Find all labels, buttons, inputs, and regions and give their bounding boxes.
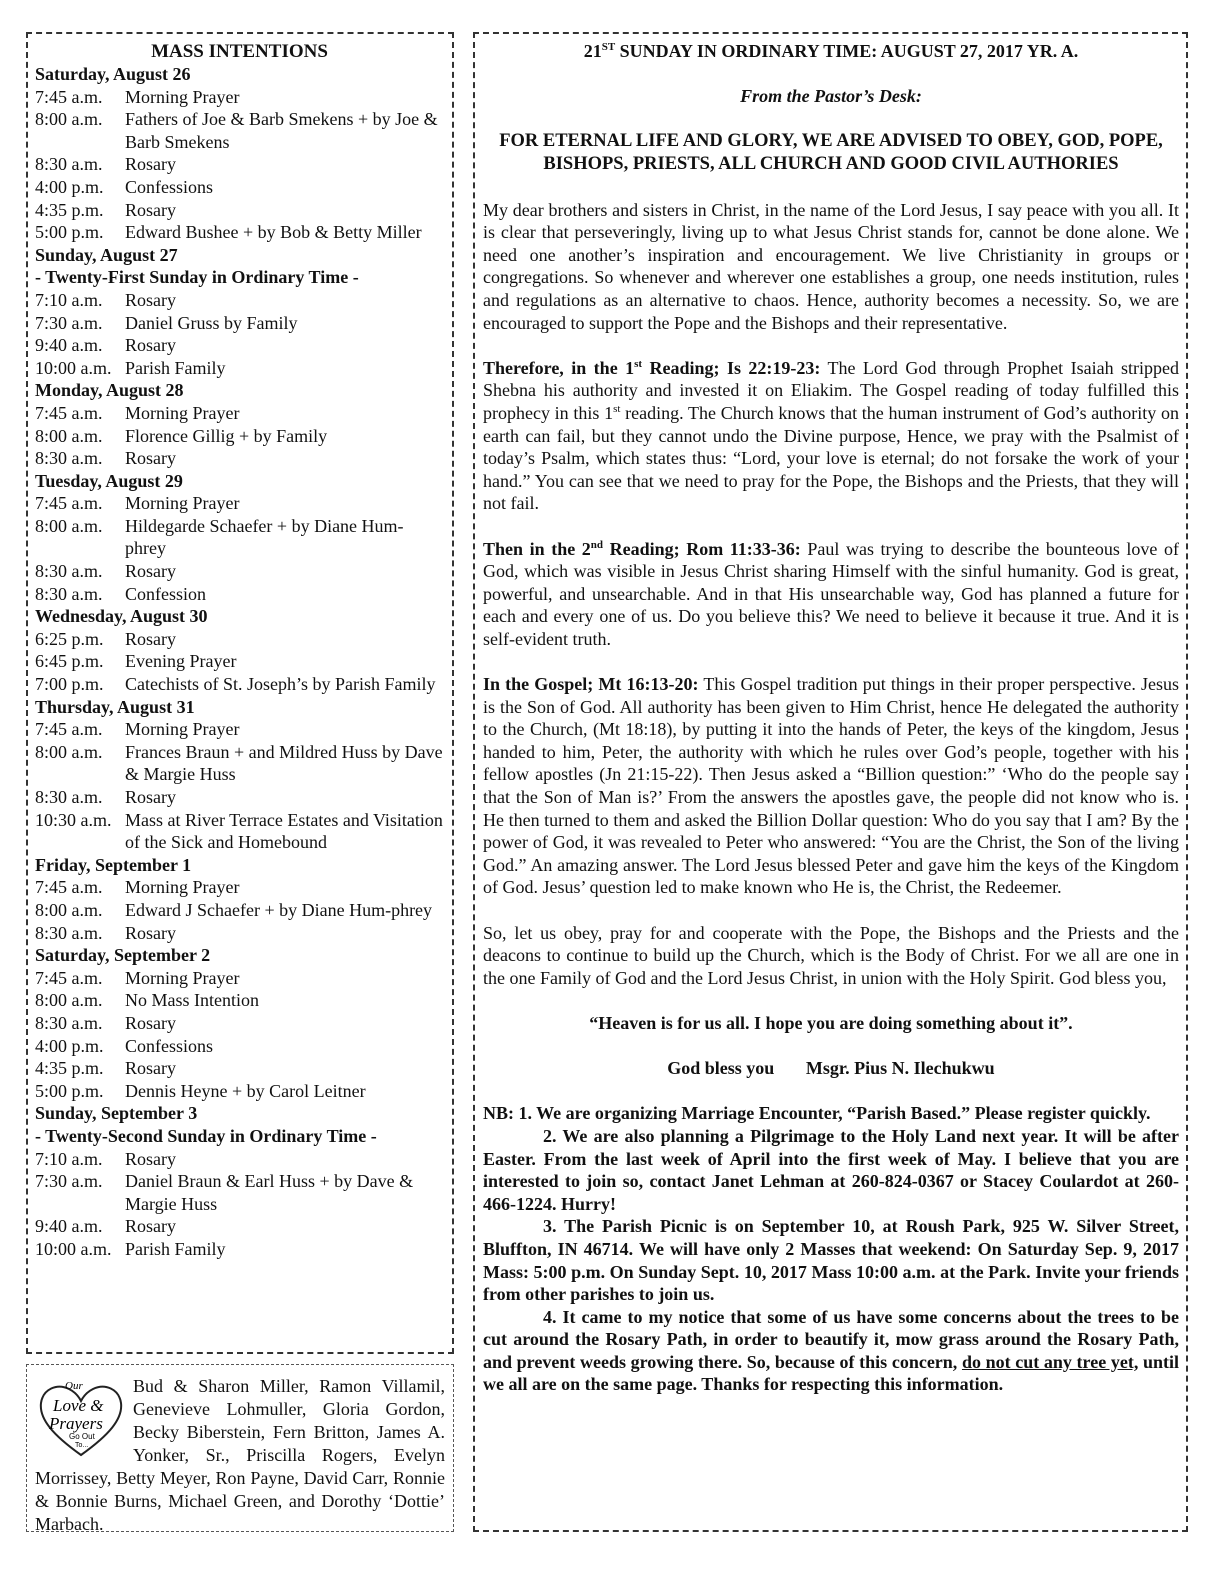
mass-intentions-list (35, 63, 444, 1260)
day-heading: Saturday, August 26 (35, 64, 191, 84)
pastors-desk-box (473, 32, 1188, 1532)
mass-time: 9:40 a.m. (35, 1216, 103, 1237)
mass-time: 8:30 a.m. (35, 787, 103, 807)
mass-intention: Rosary (125, 1058, 176, 1079)
mass-time: 6:45 p.m. (35, 651, 104, 672)
mass-intention: Morning Prayer (125, 967, 240, 988)
mass-entry (35, 289, 444, 312)
mass-entry (35, 718, 444, 741)
mass-entry (35, 1012, 444, 1035)
mass-entry (35, 989, 444, 1012)
mass-entry (35, 673, 444, 696)
mass-time: 9:40 a.m. (35, 335, 103, 356)
homily-intro: My dear brothers and sisters in Christ, in the name of the Lord Jesus, I say peace with you all. It is clear that perseveringly, living up to what Jesus Christ stands for, cannot be done alone. We need one another’s inspiration and encouragement. We live Christianity in groups or congregations. So whenever and wherever one establishes a group, one needs institution, rules and regulations as an alternative to chaos. Hence, authority becomes a necessity. So, we are encouraged to support the Pope and the Bishops and their representative. (483, 199, 1179, 333)
mass-time: 4:35 p.m. (35, 199, 104, 220)
mass-entry (35, 492, 444, 515)
mass-entry (35, 1238, 444, 1261)
mass-intention: Catechists of St. Joseph’s by Parish Family (125, 674, 436, 695)
logo-text: Love & (53, 1396, 104, 1415)
mass-entry (35, 560, 444, 583)
mass-time: 10:00 a.m. (35, 1238, 112, 1259)
mass-entry (35, 199, 444, 222)
mass-time: 5:00 p.m. (35, 222, 104, 243)
mass-time: 4:00 p.m. (35, 1035, 104, 1056)
logo-text: Go Out (69, 1432, 95, 1441)
day-heading: Sunday, September 3 (35, 1103, 198, 1124)
day-heading: Tuesday, August 29 (35, 470, 183, 491)
mass-time: 8:30 a.m. (35, 583, 103, 604)
mass-intention: Hildegarde Schaefer + by Diane Hum-phrey (125, 515, 404, 559)
mass-entry (35, 1057, 444, 1080)
mass-entry (35, 515, 444, 560)
mass-entry (35, 312, 444, 335)
mass-time: 10:00 a.m. (35, 357, 112, 378)
mass-entry (35, 1170, 444, 1215)
mass-intentions-box (26, 32, 454, 1354)
homily-headline: FOR ETERNAL LIFE AND GLORY, WE ARE ADVISED TO OBEY, GOD, POPE, BISHOPS, PRIESTS, ALL CHURCH AND GOOD CIVIL AUTHORIES (499, 131, 1163, 174)
mass-time: 7:45 a.m. (35, 967, 103, 988)
mass-intention: Parish Family (125, 1238, 226, 1259)
mass-entry (35, 922, 444, 945)
mass-entry (35, 809, 444, 854)
day-heading: Friday, September 1 (35, 854, 192, 875)
mass-entry (35, 108, 444, 153)
prayer-list-names: Bud & Sharon Miller, Ramon Villamil, Genevieve Lohmuller, Gloria Gordon, Becky Biberstein, Fern Britton, James A. Yonker, Sr., Priscilla Rogers, Evelyn Morrissey, Betty Meyer, Ron Payne, David Carr, Ronnie & Bonnie Burns, Michael Green, and Dorothy ‘Dottie’ Marbach. (35, 1376, 445, 1534)
mass-intentions-title: MASS INTENTIONS (151, 41, 328, 62)
day-heading: Sunday, August 27 (35, 244, 178, 265)
mass-time: 8:00 a.m. (35, 990, 103, 1011)
mass-intention: Evening Prayer (125, 651, 237, 672)
mass-intention: Rosary (125, 1012, 176, 1033)
mass-intention: Dennis Heyne + by Carol Leitner (125, 1080, 366, 1101)
mass-time: 7:30 a.m. (35, 1171, 103, 1192)
mass-intention: Morning Prayer (125, 877, 240, 898)
closing-paragraph: So, let us obey, pray for and cooperate with the Pope, the Bishops and the Priests and the deacons to continue to build up the Church, which is the Body of Christ. For we all are one in the one Family of God and the Lord Jesus Christ, in union with the Holy Spirit. God bless you, (483, 922, 1179, 988)
mass-intention: Edward Bushee + by Bob & Betty Miller (125, 222, 422, 243)
mass-intention: Rosary (125, 199, 176, 220)
mass-entry (35, 1215, 444, 1238)
pastor-signature: God bless you Msgr. Pius N. Ilechukwu (667, 1058, 995, 1079)
mass-time: 7:45 a.m. (35, 86, 103, 107)
mass-time: 8:30 a.m. (35, 154, 103, 175)
mass-intention: Confessions (125, 176, 214, 197)
mass-time: 8:00 a.m. (35, 899, 103, 920)
mass-entry (35, 876, 444, 899)
mass-intention: Rosary (125, 448, 176, 469)
mass-intention: Confessions (125, 1035, 214, 1056)
mass-intention: Edward J Schaefer + by Diane Hum-phrey (125, 899, 433, 920)
mass-time: 7:00 p.m. (35, 674, 104, 695)
notice-4: 4. It came to my notice that some of us have some concerns about the trees to be cut around the Rosary Path, in order to beautify it, mow grass around the Rosary Path, and prevent weeds growing there. So, because of this concern, do not cut any tree yet, until we all are on the same page. Thanks for respecting this information. (483, 1306, 1179, 1395)
mass-time: 8:30 a.m. (35, 1012, 103, 1033)
mass-entry (35, 425, 444, 448)
day-heading: Wednesday, August 30 (35, 606, 208, 627)
mass-time: 7:45 a.m. (35, 719, 103, 740)
mass-intention: Florence Gillig + by Family (125, 425, 328, 446)
first-reading-paragraph: Therefore, in the 1st Reading; Is 22:19-23: The Lord God through Prophet Isaiah stripped Shebna his authority and invested it on Eliakim. The Gospel reading of today fulfilled this prophecy in this 1st reading. The Church knows that the human instrument of God’s authority on earth can fail, but they cannot undo the Divine purpose, Hence, we pray with the Psalmist of today’s Psalm, which states thus: “Lord, your love is eternal; do not forsake the work of your hand.” You can see that we need to pray for the Pope, the Bishops and the Priests, that they will not fail. (483, 357, 1180, 514)
mass-entry (35, 334, 444, 357)
logo-text: Prayers (49, 1414, 103, 1433)
mass-intention: Rosary (125, 289, 176, 310)
mass-intention: Confession (125, 583, 206, 604)
homily-quote: “Heaven is for us all. I hope you are doing something about it”. (589, 1012, 1073, 1033)
day-heading: Saturday, September 2 (35, 945, 211, 966)
mass-intention: Rosary (125, 787, 176, 807)
mass-entry (35, 447, 444, 470)
day-heading: Thursday, August 31 (35, 696, 195, 717)
mass-time: 8:00 a.m. (35, 741, 103, 762)
mass-time: 7:45 a.m. (35, 402, 103, 423)
mass-intention: Rosary (125, 154, 176, 175)
mass-time: 7:45 a.m. (35, 877, 103, 898)
mass-time: 8:30 a.m. (35, 561, 103, 582)
mass-entry (35, 153, 444, 176)
mass-time: 7:10 a.m. (35, 289, 103, 310)
mass-intention: Rosary (125, 1216, 176, 1237)
mass-intention: Daniel Braun & Earl Huss + by Dave & Margie Huss (125, 1171, 414, 1214)
mass-intention: Morning Prayer (125, 86, 240, 107)
mass-entry (35, 741, 444, 786)
logo-text: Our (65, 1380, 83, 1392)
mass-intention: Rosary (125, 335, 176, 356)
mass-entry (35, 650, 444, 673)
feast-heading: - Twenty-First Sunday in Ordinary Time - (35, 267, 359, 288)
mass-time: 8:30 a.m. (35, 448, 103, 469)
mass-intention: Fathers of Joe & Barb Smekens + by Joe & Barb Smekens (125, 109, 438, 152)
mass-entry (35, 221, 444, 244)
mass-time: 4:35 p.m. (35, 1058, 104, 1079)
mass-entry (35, 628, 444, 651)
mass-time: 8:30 a.m. (35, 922, 103, 943)
mass-entry (35, 583, 444, 606)
notice-1: NB: 1. We are organizing Marriage Encounter, “Parish Based.” Please register quickly. (483, 1103, 1151, 1124)
mass-intention: Rosary (125, 561, 176, 582)
mass-entry (35, 786, 444, 809)
gospel-paragraph: In the Gospel; Mt 16:13-20: This Gospel tradition put things in their proper perspective. Jesus is the Son of God. All authority has been given to Him Christ, hence He delegated the authority to the Church, (Mt 18:18), by putting it into the hands of Peter, the keys of the kingdom, Jesus handed to him, Peter, the authority with which he rules over God’s people, together with his fellow apostles (Jn 21:15-22). Then Jesus asked a “Billion question:” ‘Who do the people say that the Son of Man is?’ From the answers the apostles gave, the people did not know who is. He then turned to them and asked the Billion Dollar question: Who do you say that I am? By the power of God, it was revealed to Peter who answered: “You are the Christ, the Son of the living God.” An amazing answer. The Lord Jesus blessed Peter and gave him the keys of the Kingdom of God. Jesus’ question led to make known who He is, the Christ, the Redeemer. (483, 674, 1179, 898)
mass-intention: Rosary (125, 1148, 176, 1169)
mass-time: 7:45 a.m. (35, 493, 103, 514)
mass-entry (35, 967, 444, 990)
second-reading-paragraph: Then in the 2nd Reading; Rom 11:33-36: Paul was trying to describe the bounteous love of God, which was visible in Jesus Christ sharing Himself with the sinful humanity. God is great, powerful, and unsearchable. And in that His unsearchable way, God has planned a future for each and every one of us. Do you believe this? We need to believe it because it true. And it is self-evident truth. (483, 538, 1179, 649)
pastors-desk-subtitle: From the Pastor’s Desk: (740, 86, 922, 106)
mass-time: 8:00 a.m. (35, 425, 103, 446)
mass-time: 6:25 p.m. (35, 628, 104, 649)
mass-intention: Rosary (125, 922, 176, 943)
mass-intention: Daniel Gruss by Family (125, 312, 298, 333)
mass-time: 8:00 a.m. (35, 515, 103, 536)
prayer-list-box (26, 1364, 454, 1532)
logo-text: To... (75, 1442, 89, 1449)
mass-intention: Morning Prayer (125, 402, 240, 423)
notice-3: 3. The Parish Picnic is on September 10, at Roush Park, 925 W. Silver Street, Bluffton, IN 46714. We will have only 2 Masses that weekend: On Saturday Sep. 9, 2017 Mass: 5:00 p.m. On Sunday Sept. 10, 2017 Mass 10:00 a.m. at the Park. Invite your friends from other parishes to join us. (483, 1216, 1179, 1305)
mass-intention: Morning Prayer (125, 719, 240, 740)
mass-intention: Morning Prayer (125, 493, 240, 514)
mass-time: 4:00 p.m. (35, 176, 104, 197)
mass-intention: Mass at River Terrace Estates and Visitation of the Sick and Homebound (125, 809, 443, 853)
mass-intention: Rosary (125, 628, 176, 649)
mass-time: 7:30 a.m. (35, 312, 103, 333)
mass-entry (35, 176, 444, 199)
feast-heading: - Twenty-Second Sunday in Ordinary Time - (35, 1125, 377, 1146)
notice-2: 2. We are also planning a Pilgrimage to the Holy Land next year. It will be after Easter. From the last week of April into the first week of May. I believe that you are interested to join so, contact Janet Lehman at 260-824-0367 or Stacey Coulardot at 260-466-1224. Hurry! (483, 1125, 1179, 1214)
mass-time: 7:10 a.m. (35, 1148, 103, 1169)
day-heading: Monday, August 28 (35, 380, 184, 401)
bulletin-title: 21ST SUNDAY IN ORDINARY TIME: AUGUST 27, 2017 YR. A. (583, 41, 1079, 61)
mass-intention: Parish Family (125, 357, 226, 378)
mass-entry (35, 1035, 444, 1058)
mass-entry (35, 357, 444, 380)
mass-time: 5:00 p.m. (35, 1080, 104, 1101)
mass-intention: No Mass Intention (125, 990, 259, 1011)
mass-entry (35, 1080, 444, 1103)
mass-entry (35, 402, 444, 425)
mass-entry (35, 1148, 444, 1171)
mass-time: 8:00 a.m. (35, 109, 103, 130)
mass-intention: Frances Braun + and Mildred Huss by Dave & Margie Huss (125, 741, 443, 785)
mass-entry (35, 899, 444, 922)
love-prayers-heart-logo (35, 1375, 127, 1461)
mass-time: 10:30 a.m. (35, 809, 112, 830)
mass-entry (35, 86, 444, 109)
